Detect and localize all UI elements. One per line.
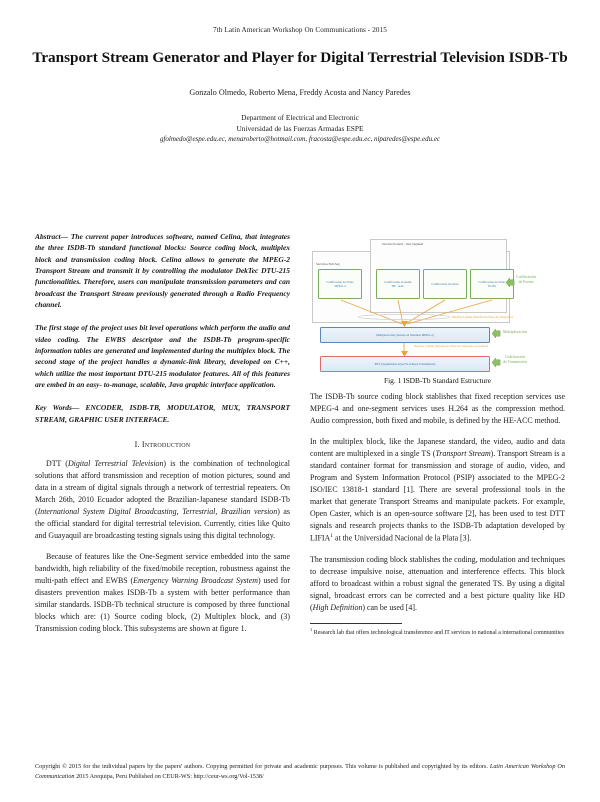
right-p3-part-a: The transmission coding block stablishes the coding, modulation and techniques to decrease impulsive noise, attenuation and interference effects. This block afford to broadcast within a robust signal the generated TS. By using a digital signal, broadcast errors can be corrected and a best picture quality like HD ( (310, 554, 565, 612)
intro-p1-italic-1: Digital Terrestrial Television (67, 458, 164, 468)
transmission-block: BTS (Segmentado OyA/SCA/Reed Transmisión) (320, 356, 490, 372)
right-paragraph-2 (310, 436, 565, 545)
side-label-2-line1: Multiplexación (503, 330, 527, 334)
footnote-divider (310, 623, 402, 624)
figure-1-caption: Fig. 1 ISDB-Tb Standard Estructure (384, 376, 491, 385)
right-column (310, 231, 565, 644)
abstract-paragraph-1: Abstract— The current paper introduces software, named Celina, that integrates the three ISDB-Tb standard functional blocks: Source coding block, multiplex block and transmission coding block. Celina allows to generate the MPEG-2 Transport Stream and transmit it by controlling the modulator DekTec DTU-215 functionalities. Therefore, users can manipulate transmission parameters and can broadcast the Transport Stream previously generated through a Radio Frequency channel. (35, 232, 290, 309)
affiliation (0, 112, 600, 134)
right-p3-part-b: ) can be used [4]. (362, 602, 417, 612)
footnote-marker: 1 (310, 626, 313, 632)
one-seg-group-label: Servicio Portatil – One Segment (382, 242, 424, 246)
copyright-notice (35, 762, 565, 782)
right-paragraph-1: The ISDB-Tb source coding block stablishes that fixed reception services use MPEG-4 and one-segment services uses H.264 as the compression method. Audio compression, both fixed and mobile, is defined by the HE-ACC method. (310, 392, 565, 426)
intro-p1-part-b: ) is the combination of technological solutions that afford transmission and reception of motion pictures, sound and data in a stream of digital signals through a network of terrestrial repeaters. On March 26th, 2010 Ecuador adopted the Brazilian-Japanese standard ISDB-Tb ( (35, 458, 290, 516)
common-interface-label-1: Interfaz Común (Interfaz de flujo de transporte) (452, 315, 513, 319)
body-columns (35, 231, 565, 644)
abstract-paragraph-2: The first stage of the project uses bit level operations which perform the audio and video coding. The EWBS descriptor and the ISDB-Tb program-specific information tables are generated and implemented during the multiplex block. The second stage of the project handles a dynamic-link library, developed on C++, which utilize the most important DTU-215 modulator features. All of this features are embed in an easy- to-manage, scalable, Java graphic interface application. (35, 323, 290, 389)
keywords: Key Words— ENCODER, ISDB-TB, MODULATOR, MUX, TRANSPORT STREAM, GRAPHIC USER INTERFACE. (35, 403, 290, 424)
page-title: Transport Stream Generator and Player for Digital Terrestrial Television ISDB-Tb (32, 49, 568, 66)
side-label-multiplexing (503, 330, 527, 335)
right-paragraph-3 (310, 554, 565, 614)
running-head: 7th Latin American Workshop On Communications - 2015 (213, 26, 387, 34)
full-seg-group-label: Servicios Full-Seg (316, 262, 340, 266)
footnote (310, 627, 565, 638)
source-block-2-line2: HE - AAC (391, 284, 405, 288)
affiliation-university: Universidad de las Fuerzas Armadas ESPE (236, 124, 364, 134)
side-label-source-coding (516, 275, 536, 286)
side-label-1-line2: de Fuente (518, 280, 534, 285)
source-block-4-line2: H.264 (488, 284, 496, 288)
source-block-2-line1: Codificación de Audio (384, 279, 412, 284)
intro-paragraph-2 (35, 551, 290, 635)
copyright-venue-italic: Latin American Workshop On Communication (35, 762, 565, 780)
copyright-part-b: 2015 Arequipa, Peru Published on CEUR-WS: http://ceur-ws.org/Vol-1538/ (74, 772, 264, 780)
side-label-1-line1: Codificación (516, 275, 537, 279)
intro-p1-part-c: ) as the official standard for digital terrestrial television. Currently, cities like Quito and Guayaquil are broadcasting testing signals using this digital technology. (35, 506, 290, 541)
chevron-left-icon-mux (492, 329, 501, 338)
side-label-transmission-coding (503, 355, 527, 366)
right-p2-part-b: ). Transport Stream is a standard container format for transmission and storage of audio, video, and Program and System Information Protocol (PSIP) associated to the MPEG-2 ISO/IEC 13818-1 standard [1]. There are several professional tools in the market that generate Transport Streams and manipulate packets. For example, Open Caster, which is an open-source software [2], has been used to test DTT signals and research projects thanks to the ISDB-Tb adaptation developed by LIFIA (310, 449, 565, 543)
author-list: Gonzalo Olmedo, Roberto Mena, Freddy Acosta and Nancy Paredes (189, 88, 411, 98)
side-label-3-line2: de Transmisión (503, 360, 527, 365)
side-label-3-line1: Codificación (504, 355, 525, 359)
diagram-arrows (310, 231, 565, 371)
footnote-reference: 1 (330, 533, 333, 540)
right-p2-italic: Transport Stream (435, 449, 491, 459)
source-block-3-line1: Codificación de Datos (431, 281, 459, 286)
source-block-1-line2: MPEG-4 (334, 284, 346, 288)
left-column (35, 231, 290, 644)
intro-p2-part-b: ) used for disasters prevention makes ISDB-Tb a system with better performance than similar standards. ISDB-Tb technical structure is composed by three functional blocks which are: (1) Source coding block, (2) Multiplex block, and (3) Transmission coding block. This subsystems are shown at figure 1. (35, 576, 291, 634)
figure-1 (310, 231, 565, 385)
section-heading-introduction: I. Introduction (134, 439, 191, 449)
intro-p2-part-a: Because of features like the One-Segment service embedded into the same bandwidth, high reliability of the fixed/mobile reception, robustness against the multi-path effect and EWBS ( (35, 552, 290, 586)
intro-paragraph-1 (35, 458, 290, 542)
intro-p1-italic-2: International System Digital Broadcasting, Terrestrial, Brazilian version (37, 506, 278, 516)
footnote-text: Research lab that offers technological transference and IT services to national a international communities (313, 629, 564, 636)
source-block-1-line1: Codificación de Video (326, 279, 354, 284)
intro-p2-italic: Emergency Warning Broadcast System (133, 576, 258, 586)
common-interface-label-2: Interfaz Común (Interfaz de flujo de transporte en tramas) (414, 344, 488, 348)
source-block-4-line1: Codificación de Video (478, 279, 506, 284)
affiliation-department: Department of Electrical and Electronic (241, 113, 359, 123)
isdb-tb-structure-diagram (310, 231, 565, 371)
right-p2-part-a: In the multiplex block, like the Japanese standard, the video, audio and data content are multiplexed in a single TS ( (310, 437, 565, 459)
right-p2-part-c: at the Universidad Nacional de la Plata [3]. (332, 533, 472, 543)
right-p3-italic: High Definition (312, 602, 363, 612)
multiplex-block: Multiplexación (basado en Sistemas MPEG-2) (320, 327, 490, 343)
paper-page (0, 26, 600, 802)
chevron-left-icon-transmission (492, 358, 501, 367)
chevron-left-icon-source (506, 278, 515, 287)
copyright-part-a: Copyright © 2015 for the individual papers by the papers' authors. Copying permitted for private and academic purposes. This volume is published and copyrighted by its editors. (35, 762, 490, 770)
author-emails: gfolmedo@espe.edu.ec, menaroberto@hotmail.com, fracosta@espe.edu.ec, niparedes@espe.edu.ec (159, 135, 441, 144)
intro-p1-part-a: DTT ( (46, 458, 68, 468)
